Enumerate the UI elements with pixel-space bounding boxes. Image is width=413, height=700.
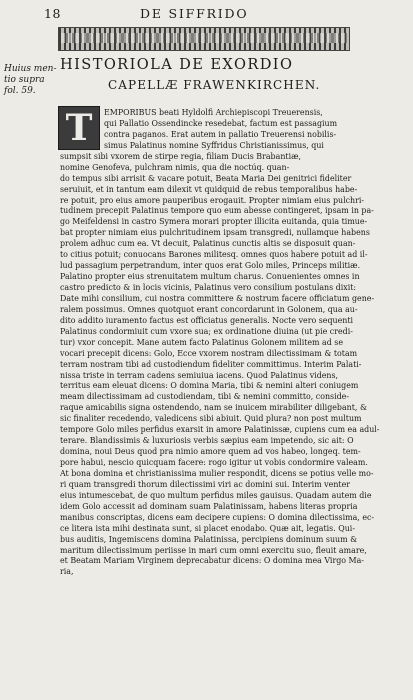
marginal-note-line: Huius men- [4,64,57,74]
text-line: ria, [60,567,74,577]
chapter-subtitle: CAPELLÆ FRAWENKIRCHEN. [108,78,321,92]
text-line: idem Golo accessit ad dominam suam Palatinissam, habens literas propria [60,501,358,511]
text-line: Date mihi consilium, cui nostra committere & nostrum facere officiatum gene- [60,293,375,303]
text-line: qui Pallatio Ossendincke resedebat, factum est passagium [104,118,338,128]
marginal-note [4,64,57,97]
text-line: sumpsit sibi vxorem de stirpe regia, filiam Ducis Brabantiæ, [60,151,302,161]
text-line: tudinem precepit Palatinus tempore quo eum abesse contingeret, ipsam in pa- [60,206,374,216]
text-line: dito addito iuramento factus est officiatus generalis. Nocte vero sequenti [60,315,354,325]
text-line: seruiuit, et in tantum eam dilexit vt quidquid de rebus temporalibus habe- [60,184,358,194]
text-line: ce litera ista mihi destinata sunt, si placet enodabo. Quæ ait, legatis. Qui- [60,523,355,533]
body-text [60,108,405,578]
text-line: nissa triste in terram cadens semiuiua iacens. Quod Palatinus videns, [60,370,339,380]
text-line: re potuit, pro eius amore pauperibus erogauit. Propter nimiam eius pulchri- [60,195,365,205]
text-line: tur) vxor concepit. Mane autem facto Palatinus Golonem militem ad se [60,337,344,347]
text-line: vocari precepit dicens: Golo, Ecce vxorem nostram dilectissimam & totam [60,348,358,358]
text-line: meam dilectissimam ad custodiendam, tibi & nemini committo, conside- [60,392,350,402]
text-line: go Meifeldensi in castro Symera morari propter illicita euitanda, quia timue- [60,217,368,227]
text-line: ralem possimus. Omnes quotquot erant concordarunt in Golonem, qua au- [60,304,358,314]
text-line: EMPORIBUS beati Hyldolfi Archiepiscopi Treuerensis, [104,108,323,117]
text-line: bat propter nimiam eius pulchritudinem ipsam transgredi, nullamque habens [60,228,370,238]
text-line: maritum dilectissimum periisse in mari cum omni exercitu suo, fleuit amare, [60,545,367,555]
chapter-title: HISTORIOLA DE EXORDIO [60,56,294,73]
text-line: pore habui, nescio quicquam facere: rogo igitur ut vobis condormire valeam. [60,458,368,467]
text-line: castro predicto & in locis vicinis, Palatinus vero consilium postulans dixit: [60,283,357,292]
text-line: to citius potuit; conuocans Barones militesq. omnes quos habere potuit ad il- [60,250,368,260]
text-line: eius intumescebat, de quo multum perfidus miles gauisus. Quadam autem die [60,490,372,500]
text-line: et Beatam Mariam Virginem deprecabatur dicens: O domina mea Virgo Ma- [60,556,364,566]
text-line: bus auditis, Ingemiscens domina Palatinissa, percipiens dominum suum & [60,534,358,544]
text-line: sic finaliter recedendo, valedicens sibi abiuit. Quid plura? non post multum [60,414,362,424]
ornamental-headpiece [58,27,350,51]
text-line: do tempus sibi arrisit & vacare potuit, Beata Maria Dei genitrici fideliter [60,173,352,183]
text-line: prolem adhuc cum ea. Vt decuit, Palatinus cunctis altis se disposuit quan- [60,239,356,249]
page-number: 18 [44,6,61,21]
text-line: Palatino propter eius strenuitatem multum charus. Conuenientes omnes in [60,272,360,282]
marginal-note-line: tio supra [4,75,45,85]
text-line: nomine Genofeva, pulchram nimis, qua die noctúq. quan- [60,162,290,172]
text-line: ri quam transgredi thorum dilectissimi viri ac domini sui. Interim venter [60,479,351,489]
drop-cap-letter: T [65,107,93,149]
marginal-note-line: fol. 59. [4,86,36,96]
running-header [44,6,404,26]
text-line: domina, noui Deus quod pra nimio amore quem ad vos habeo, longeq. tem- [60,447,361,457]
text-line: At bona domina et christianissima mulier respondit, dicens se potius velle mo- [60,468,374,478]
text-line: Palatinus condormiuit cum vxore sua; ex ordinatione diuina (ut pie credi- [60,326,353,336]
text-line: lud passagium perpetrandum, inter quos erat Golo miles, Princeps militiæ. [60,261,361,271]
text-line: raque amicabilis signa ostendendo, nam se inuicem mirabiliter diligebant, & [60,403,367,413]
text-line: contra paganos. Erat autem in pallatio Treuerensi nobilis- [104,129,337,139]
text-line: tempore Golo miles perfidus exarsit in amore Palatinissæ, cupiens cum ea adul- [60,425,380,435]
text-line: terare. Blandissimis & luxuriosis verbis sæpius eam impetendo, sic ait: O [60,436,354,446]
text-line: manibus conscriptas, dicens eam decipere cupiens: O domina dilectissima, ec- [60,512,375,522]
text-line: terram nostram tibi ad custodiendum fideliter committimus. Interim Palati- [60,359,362,369]
text-line: territus eam eleuat dicens: O domina Maria, tibi & nemini alteri coniugem [60,381,359,391]
text-line: simus Palatinus nomine Syffridus Christianissimus, qui [104,140,324,150]
running-title: DE SIFFRIDO [140,6,249,21]
